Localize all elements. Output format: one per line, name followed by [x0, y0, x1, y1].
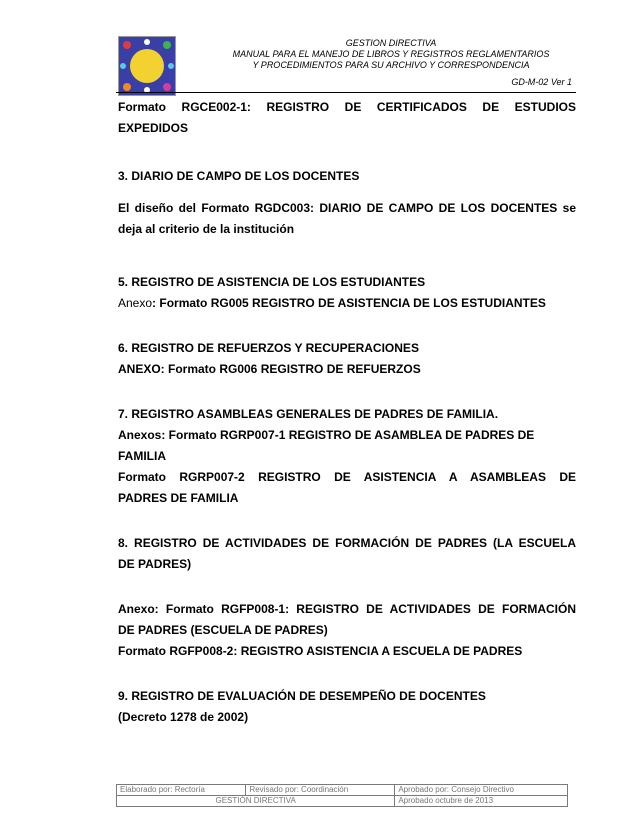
anexo-label: Anexo: [118, 296, 153, 310]
paragraph-rgce002-cont: EXPEDIDOS: [118, 121, 189, 135]
paragraph-rg006: ANEXO: Formato RG006 REGISTRO DE REFUERZOS: [118, 362, 421, 376]
paragraph-rgce002: Formato RGCE002-1: REGISTRO DE CERTIFICADOS DE ESTUDIOS: [118, 100, 576, 114]
footer-table: [116, 784, 568, 807]
footer-aprobado: Aprobado por: Consejo Directivo: [395, 785, 568, 796]
paragraph-rgrp007-1-cont: FAMILIA: [118, 449, 166, 463]
heading-section-6: 6. REGISTRO DE REFUERZOS Y RECUPERACIONES: [118, 341, 419, 355]
paragraph-rgfp008-2: Formato RGFP008-2: REGISTRO ASISTENCIA A ESCUELA DE PADRES: [118, 644, 523, 658]
document-header: [196, 38, 586, 71]
header-line-2: MANUAL PARA EL MANEJO DE LIBROS Y REGISTROS REGLAMENTARIOS: [232, 49, 550, 59]
footer-fecha: Aprobado octubre de 2013: [395, 796, 568, 807]
footer-area: GESTIÓN DIRECTIVA: [117, 796, 395, 807]
header-rule: [116, 92, 576, 93]
anexo-text: : Formato RG005 REGISTRO DE ASISTENCIA DE LOS ESTUDIANTES: [152, 296, 546, 310]
paragraph-rgdc003: El diseño del Formato RGDC003: DIARIO DE CAMPO DE LOS DOCENTES se: [118, 201, 576, 215]
institution-logo: [118, 36, 176, 96]
heading-section-8: 8. REGISTRO DE ACTIVIDADES DE FORMACIÓN DE PADRES (LA ESCUELA: [118, 536, 576, 550]
paragraph-rgrp007-2-cont: PADRES DE FAMILIA: [118, 491, 239, 505]
heading-section-9: 9. REGISTRO DE EVALUACIÓN DE DESEMPEÑO DE DOCENTES: [118, 689, 486, 703]
heading-section-8-cont: DE PADRES): [118, 557, 192, 571]
footer-elaborado: Elaborado por: Rectoría: [117, 785, 246, 796]
document-code: GD-M-02 Ver 1: [511, 77, 572, 87]
footer-revisado: Revisado por: Coordinación: [246, 785, 395, 796]
paragraph-rgrp007-2: Formato RGRP007-2 REGISTRO DE ASISTENCIA A ASAMBLEAS DE: [118, 470, 576, 484]
document-body: [118, 97, 576, 728]
heading-section-3: 3. DIARIO DE CAMPO DE LOS DOCENTES: [118, 169, 360, 183]
logo-graphic: [119, 37, 175, 95]
paragraph-rgdc003-cont: deja al criterio de la institución: [118, 222, 295, 236]
heading-section-7: 7. REGISTRO ASAMBLEAS GENERALES DE PADRES DE FAMILIA.: [118, 407, 499, 421]
header-line-3: Y PROCEDIMIENTOS PARA SU ARCHIVO Y CORRESPONDENCIA: [252, 60, 530, 70]
paragraph-rgfp008-1: Anexo: Formato RGFP008-1: REGISTRO DE ACTIVIDADES DE FORMACIÓN: [118, 602, 576, 616]
paragraph-rgfp008-1-cont: DE PADRES (ESCUELA DE PADRES): [118, 623, 328, 637]
paragraph-decreto: (Decreto 1278 de 2002): [118, 710, 249, 724]
paragraph-rgrp007-1: Anexos: Formato RGRP007-1 REGISTRO DE ASAMBLEA DE PADRES DE: [118, 428, 535, 442]
paragraph-rg005: [118, 293, 576, 314]
header-line-1: GESTION DIRECTIVA: [345, 38, 437, 48]
heading-section-5: 5. REGISTRO DE ASISTENCIA DE LOS ESTUDIANTES: [118, 275, 426, 289]
